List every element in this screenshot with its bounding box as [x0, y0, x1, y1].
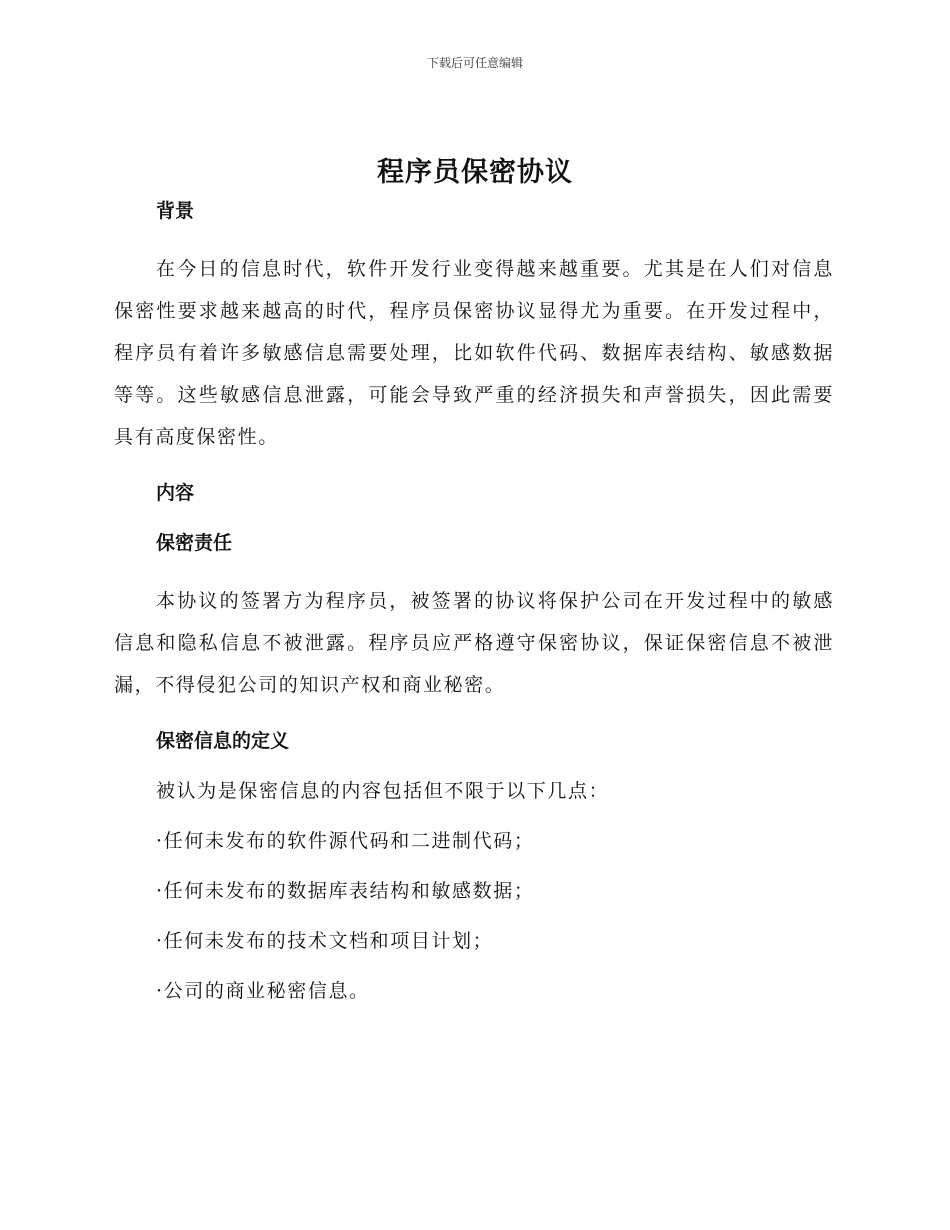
list-item: ·任何未发布的软件源代码和二进制代码； [156, 830, 535, 852]
responsibility-paragraph: 本协议的签署方为程序员，被签署的协议将保护公司在开发过程中的敏感信息和隐私信息不被泄露。程序员应严格遵守保密协议，保证保密信息不被泄漏，不得侵犯公司的知识产权和商业秘密。 [114, 590, 834, 696]
document-body [114, 196, 834, 1006]
document-title: 程序员保密协议 [377, 157, 573, 188]
list-item: ·公司的商业秘密信息。 [156, 980, 370, 1002]
background-paragraph: 在今日的信息时代，软件开发行业变得越来越重要。尤其是在人们对信息保密性要求越来越高的时代，程序员保密协议显得尤为重要。在开发过程中，程序员有着许多敏感信息需要处理，比如软件代码、数据库表结构、敏感数据等等。这些敏感信息泄露，可能会导致严重的经济损失和声誉损失，因此需要具有高度保密性。 [114, 258, 834, 448]
section-heading-background: 背景 [156, 200, 195, 222]
section-heading-definition: 保密信息的定义 [156, 730, 290, 752]
list-item: ·任何未发布的数据库表结构和敏感数据； [156, 880, 535, 902]
header-note: 下载后可任意编辑 [426, 56, 523, 70]
section-heading-content: 内容 [156, 482, 195, 504]
list-item: ·任何未发布的技术文档和项目计划； [156, 930, 494, 952]
section-heading-responsibility: 保密责任 [156, 532, 233, 554]
definition-intro: 被认为是保密信息的内容包括但不限于以下几点： [156, 780, 610, 802]
